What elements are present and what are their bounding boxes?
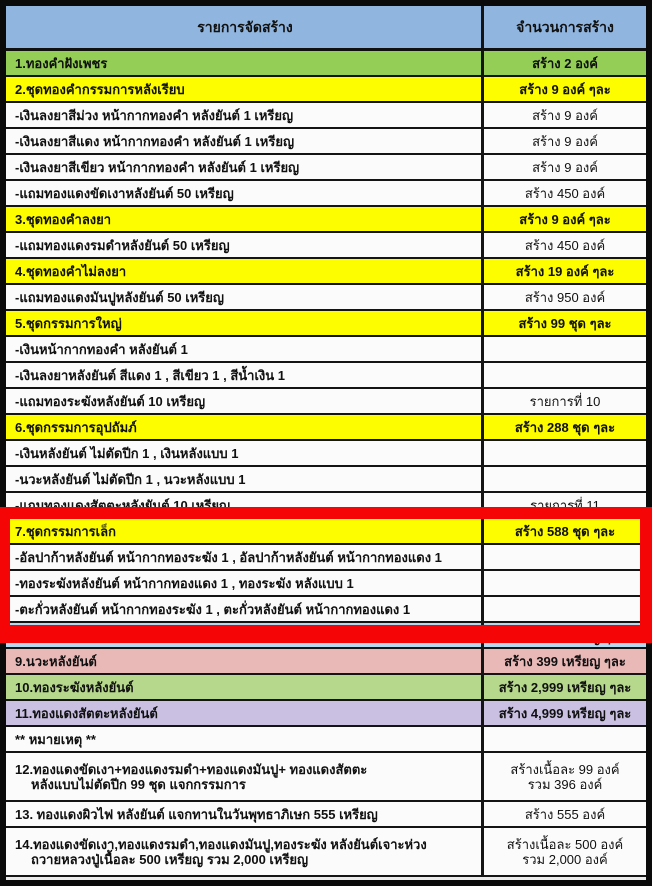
- qty-cell: [484, 828, 646, 875]
- table-row: [6, 623, 646, 649]
- item-cell: [6, 597, 484, 621]
- header-qty-label: จำนวนการสร้าง: [516, 18, 614, 35]
- table-row: [6, 545, 646, 571]
- item-cell: [6, 467, 484, 491]
- item-text: 3.ชุดทองคำลงยา: [15, 211, 112, 227]
- qty-cell: [484, 467, 646, 491]
- table-row: [6, 675, 646, 701]
- item-text: 6.ชุดกรรมการอุปถัมภ์: [15, 419, 137, 435]
- qty-text: สร้างเนื้อละ 99 องค์: [510, 761, 620, 777]
- qty-cell: [484, 389, 646, 413]
- qty-cell: [484, 259, 646, 283]
- item-text: -เงินลงยาสีม่วง หน้ากากทองคำ หลังยันต์ 1 เหรียญ: [15, 107, 294, 123]
- item-text: -เงินหน้ากากทองคำ หลังยันต์ 1: [15, 341, 188, 357]
- qty-text: สร้าง 288 ชุด ๆละ: [514, 419, 616, 435]
- item-text: -อัลปาก้าหลังยันต์ หน้ากากทองระฆัง 1 , อัลปาก้าหลังยันต์ หน้ากากทองแดง 1: [15, 549, 442, 565]
- item-text: 11.ทองแดงสัตตะหลังยันต์: [15, 705, 158, 721]
- qty-cell: [484, 727, 646, 751]
- table-row: [6, 311, 646, 337]
- qty-cell: [484, 675, 646, 699]
- table-row: [6, 597, 646, 623]
- qty-cell: [484, 233, 646, 257]
- qty-cell: [484, 337, 646, 361]
- item-cell: [6, 649, 484, 673]
- table-row: [6, 233, 646, 259]
- item-cell: [6, 675, 484, 699]
- qty-text: สร้าง 950 องค์: [524, 289, 606, 305]
- item-text: 10.ทองระฆังหลังยันต์: [15, 679, 134, 695]
- item-text: 1.ทองคำฝังเพชร: [15, 55, 108, 71]
- qty-text: สร้าง 299 เหรียญ ๆละ: [504, 630, 626, 645]
- table-row: [6, 519, 646, 545]
- table-row: [6, 129, 646, 155]
- item-text: 9.นวะหลังยันต์: [15, 653, 97, 669]
- qty-text: สร้าง 9 องค์: [532, 159, 598, 175]
- item-cell: [6, 77, 484, 101]
- qty-cell: [484, 129, 646, 153]
- qty-text: สร้าง 19 องค์ ๆละ: [515, 263, 615, 279]
- item-text: 2.ชุดทองคำกรรมการหลังเรียบ: [15, 81, 185, 97]
- item-text: ** หมายเหตุ **: [15, 731, 96, 747]
- qty-text: สร้าง 9 องค์ ๆละ: [519, 211, 611, 227]
- qty-text: สร้าง 399 เหรียญ ๆละ: [504, 653, 626, 669]
- qty-cell: [484, 493, 646, 517]
- qty-text: สร้าง 9 องค์: [532, 107, 598, 123]
- qty-cell: [484, 571, 646, 595]
- item-cell: [6, 441, 484, 465]
- qty-cell: [484, 623, 646, 647]
- item-cell: [6, 802, 484, 826]
- table-row: [6, 727, 646, 753]
- qty-cell: [484, 51, 646, 75]
- table-row: [6, 155, 646, 181]
- table-row: [6, 753, 646, 802]
- item-cell: [6, 103, 484, 127]
- table-row: [6, 207, 646, 233]
- table-row: [6, 701, 646, 727]
- qty-cell: [484, 181, 646, 205]
- item-text: -นวะหลังยันต์ ไม่ตัดปีก 1 , นวะหลังแบบ 1: [15, 471, 246, 487]
- table-row: [6, 181, 646, 207]
- item-text: 14.ทองแดงขัดเงา,ทองแดงรมดำ,ทองแดงมันปู,ทองระฆัง หลังยันต์เจาะห่วง: [15, 836, 427, 852]
- item-cell: [6, 51, 484, 75]
- qty-text: สร้าง 588 ชุด ๆละ: [514, 523, 616, 539]
- qty-cell: [484, 363, 646, 387]
- item-cell: [6, 701, 484, 725]
- item-text: -ทองระฆังหลังยันต์ หน้ากากทองแดง 1 , ทองระฆัง หลังแบบ 1: [15, 575, 354, 591]
- item-text: -เงินลงยาหลังยันต์ สีแดง 1 , สีเขียว 1 , สีน้ำเงิน 1: [15, 367, 285, 383]
- qty-text-line2: รวม 2,000 องค์: [522, 851, 608, 867]
- qty-cell: [484, 103, 646, 127]
- qty-text: สร้างเนื้อละ 500 องค์: [506, 836, 624, 852]
- table-header-row: [6, 6, 646, 51]
- item-cell: [6, 389, 484, 413]
- item-cell: [6, 311, 484, 335]
- item-text: -แถมทองแดงขัดเงาหลังยันต์ 50 เหรียญ: [15, 185, 234, 201]
- table-row: [6, 337, 646, 363]
- item-text-line2: หลังแบบไม่ตัดปีก 99 ชุด แจกกรรมการ: [31, 776, 246, 792]
- item-text: -แถมทองระฆังหลังยันต์ 10 เหรียญ: [15, 393, 206, 409]
- item-text: 12.ทองแดงขัดเงา+ทองแดงรมดำ+ทองแดงมันปู+ ทองแดงสัตตะ: [15, 761, 368, 777]
- table-row: [6, 259, 646, 285]
- qty-cell: [484, 753, 646, 800]
- header-item-label: รายการจัดสร้าง: [197, 18, 293, 35]
- qty-cell: [484, 77, 646, 101]
- item-cell: [6, 571, 484, 595]
- table-row: [6, 285, 646, 311]
- qty-text: สร้าง 2 องค์: [532, 55, 598, 71]
- qty-cell: [484, 415, 646, 439]
- table-row: [6, 415, 646, 441]
- item-cell: [6, 337, 484, 361]
- qty-text: รายการที่ 10: [529, 393, 601, 409]
- item-text: -แถมทองแดงสัตตะหลังยันต์ 10 เหรียญ: [15, 497, 231, 513]
- qty-cell: [484, 285, 646, 309]
- table-row: [6, 77, 646, 103]
- table-row: [6, 571, 646, 597]
- item-cell: [6, 233, 484, 257]
- table-row: [6, 103, 646, 129]
- item-cell: [6, 363, 484, 387]
- qty-text: สร้าง 555 องค์: [524, 806, 606, 822]
- qty-text-line2: รวม 396 องค์: [527, 776, 603, 792]
- table-row: [6, 802, 646, 828]
- item-text-line2: ถวายหลวงปู่เนื้อละ 500 เหรียญ รวม 2,000 เหรียญ: [31, 851, 309, 867]
- item-cell: [6, 519, 484, 543]
- qty-cell: [484, 649, 646, 673]
- qty-cell: [484, 701, 646, 725]
- qty-text: สร้าง 450 องค์: [524, 185, 606, 201]
- qty-text: สร้าง 9 องค์: [532, 133, 598, 149]
- item-cell: [6, 181, 484, 205]
- table: [6, 6, 646, 880]
- item-cell: [6, 207, 484, 231]
- item-cell: [6, 415, 484, 439]
- item-cell: [6, 493, 484, 517]
- item-text: -เงินหลังยันต์ ไม่ตัดปีก 1 , เงินหลังแบบ 1: [15, 445, 239, 461]
- qty-cell: [484, 155, 646, 179]
- qty-cell: [484, 597, 646, 621]
- qty-text: สร้าง 450 องค์: [524, 237, 606, 253]
- header-item-column: [6, 6, 484, 48]
- table-row: [6, 649, 646, 675]
- item-text: 4.ชุดทองคำไม่ลงยา: [15, 263, 127, 279]
- item-cell: [6, 259, 484, 283]
- table-row: [6, 441, 646, 467]
- item-text: -เงินลงยาสีแดง หน้ากากทองคำ หลังยันต์ 1 เหรียญ: [15, 133, 295, 149]
- item-cell: [6, 129, 484, 153]
- qty-text: สร้าง 2,999 เหรียญ ๆละ: [498, 679, 632, 695]
- qty-cell: [484, 545, 646, 569]
- item-cell: [6, 285, 484, 309]
- item-text: 13. ทองแดงผิวไฟ หลังยันต์ แจกทานในวันพุทธาภิเษก 555 เหรียญ: [15, 806, 378, 822]
- item-cell: [6, 155, 484, 179]
- table-row: [6, 51, 646, 77]
- qty-cell: [484, 311, 646, 335]
- item-text: -แถมทองแดงมันปูหลังยันต์ 50 เหรียญ: [15, 289, 224, 305]
- item-text: -ตะกั่วหลังยันต์ หน้ากากทองระฆัง 1 , ตะกั่วหลังยันต์ หน้ากากทองแดง 1: [15, 601, 411, 617]
- qty-cell: [484, 207, 646, 231]
- qty-cell: [484, 441, 646, 465]
- table-row: [6, 828, 646, 877]
- qty-cell: [484, 519, 646, 543]
- item-cell: [6, 753, 484, 800]
- item-cell: [6, 623, 484, 647]
- qty-text: รายการที่ 11: [530, 497, 600, 513]
- item-cell: [6, 828, 484, 875]
- table-row: [6, 467, 646, 493]
- header-qty-column: [484, 6, 646, 48]
- item-text: 8.เงินหลังยันต์: [15, 630, 94, 645]
- qty-cell: [484, 802, 646, 826]
- table-row: [6, 389, 646, 415]
- item-cell: [6, 545, 484, 569]
- item-text: -แถมทองแดงรมดำหลังยันต์ 50 เหรียญ: [15, 237, 230, 253]
- item-text: -เงินลงยาสีเขียว หน้ากากทองคำ หลังยันต์ 1 เหรียญ: [15, 159, 300, 175]
- table-row: [6, 493, 646, 519]
- item-cell: [6, 727, 484, 751]
- qty-text: สร้าง 9 องค์ ๆละ: [519, 81, 611, 97]
- table-row: [6, 363, 646, 389]
- item-text: 7.ชุดกรรมการเล็ก: [15, 523, 116, 539]
- qty-text: สร้าง 99 ชุด ๆละ: [518, 315, 612, 331]
- item-text: 5.ชุดกรรมการใหญ่: [15, 315, 122, 331]
- qty-text: สร้าง 4,999 เหรียญ ๆละ: [498, 705, 632, 721]
